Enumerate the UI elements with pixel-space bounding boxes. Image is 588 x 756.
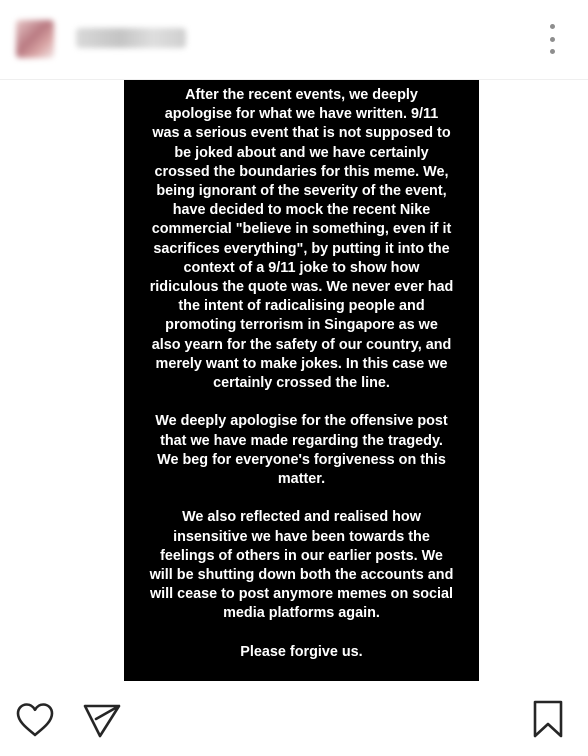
- more-options-icon[interactable]: [540, 24, 564, 54]
- username[interactable]: [76, 28, 186, 48]
- share-button[interactable]: [82, 702, 122, 740]
- bookmark-icon: [530, 698, 566, 740]
- send-icon: [82, 702, 122, 740]
- post-image: [124, 80, 479, 681]
- avatar[interactable]: [16, 20, 54, 58]
- post-paragraph-3: We also reflected and realised how insensitive we have been towards the feelings of others in our earlier posts. We will be shutting down both the accounts and will cease to post anymore memes on social media platforms again.: [149, 509, 454, 622]
- save-button[interactable]: [530, 698, 566, 740]
- post-paragraph-1: After the recent events, we deeply apologise for what we have written. 9/11 was a serious event that is not supposed to be joked about and we have certainly crossed the boundaries for this meme. We, being ignorant of the severity of the event, have decided to mock the recent Nike commercial "believe in something, even if it sacrifices everything", by putting it into the context of a 9/11 joke to show how ridiculous the quote was. We never ever had the intent of radicalising people and promoting terrorism in Singapore as we also yearn for the safety of our country, and merely want to make jokes. In this case we certainly crossed the line.: [149, 87, 454, 392]
- like-button[interactable]: [14, 700, 56, 740]
- post-header: [0, 0, 588, 80]
- post-paragraph-4: Please forgive us.: [240, 643, 363, 660]
- post-paragraph-2: We deeply apologise for the offensive post that we have made regarding the tragedy. We beg for everyone's forgiveness on this matter.: [155, 413, 448, 488]
- action-bar: [0, 690, 588, 756]
- heart-icon: [14, 700, 56, 740]
